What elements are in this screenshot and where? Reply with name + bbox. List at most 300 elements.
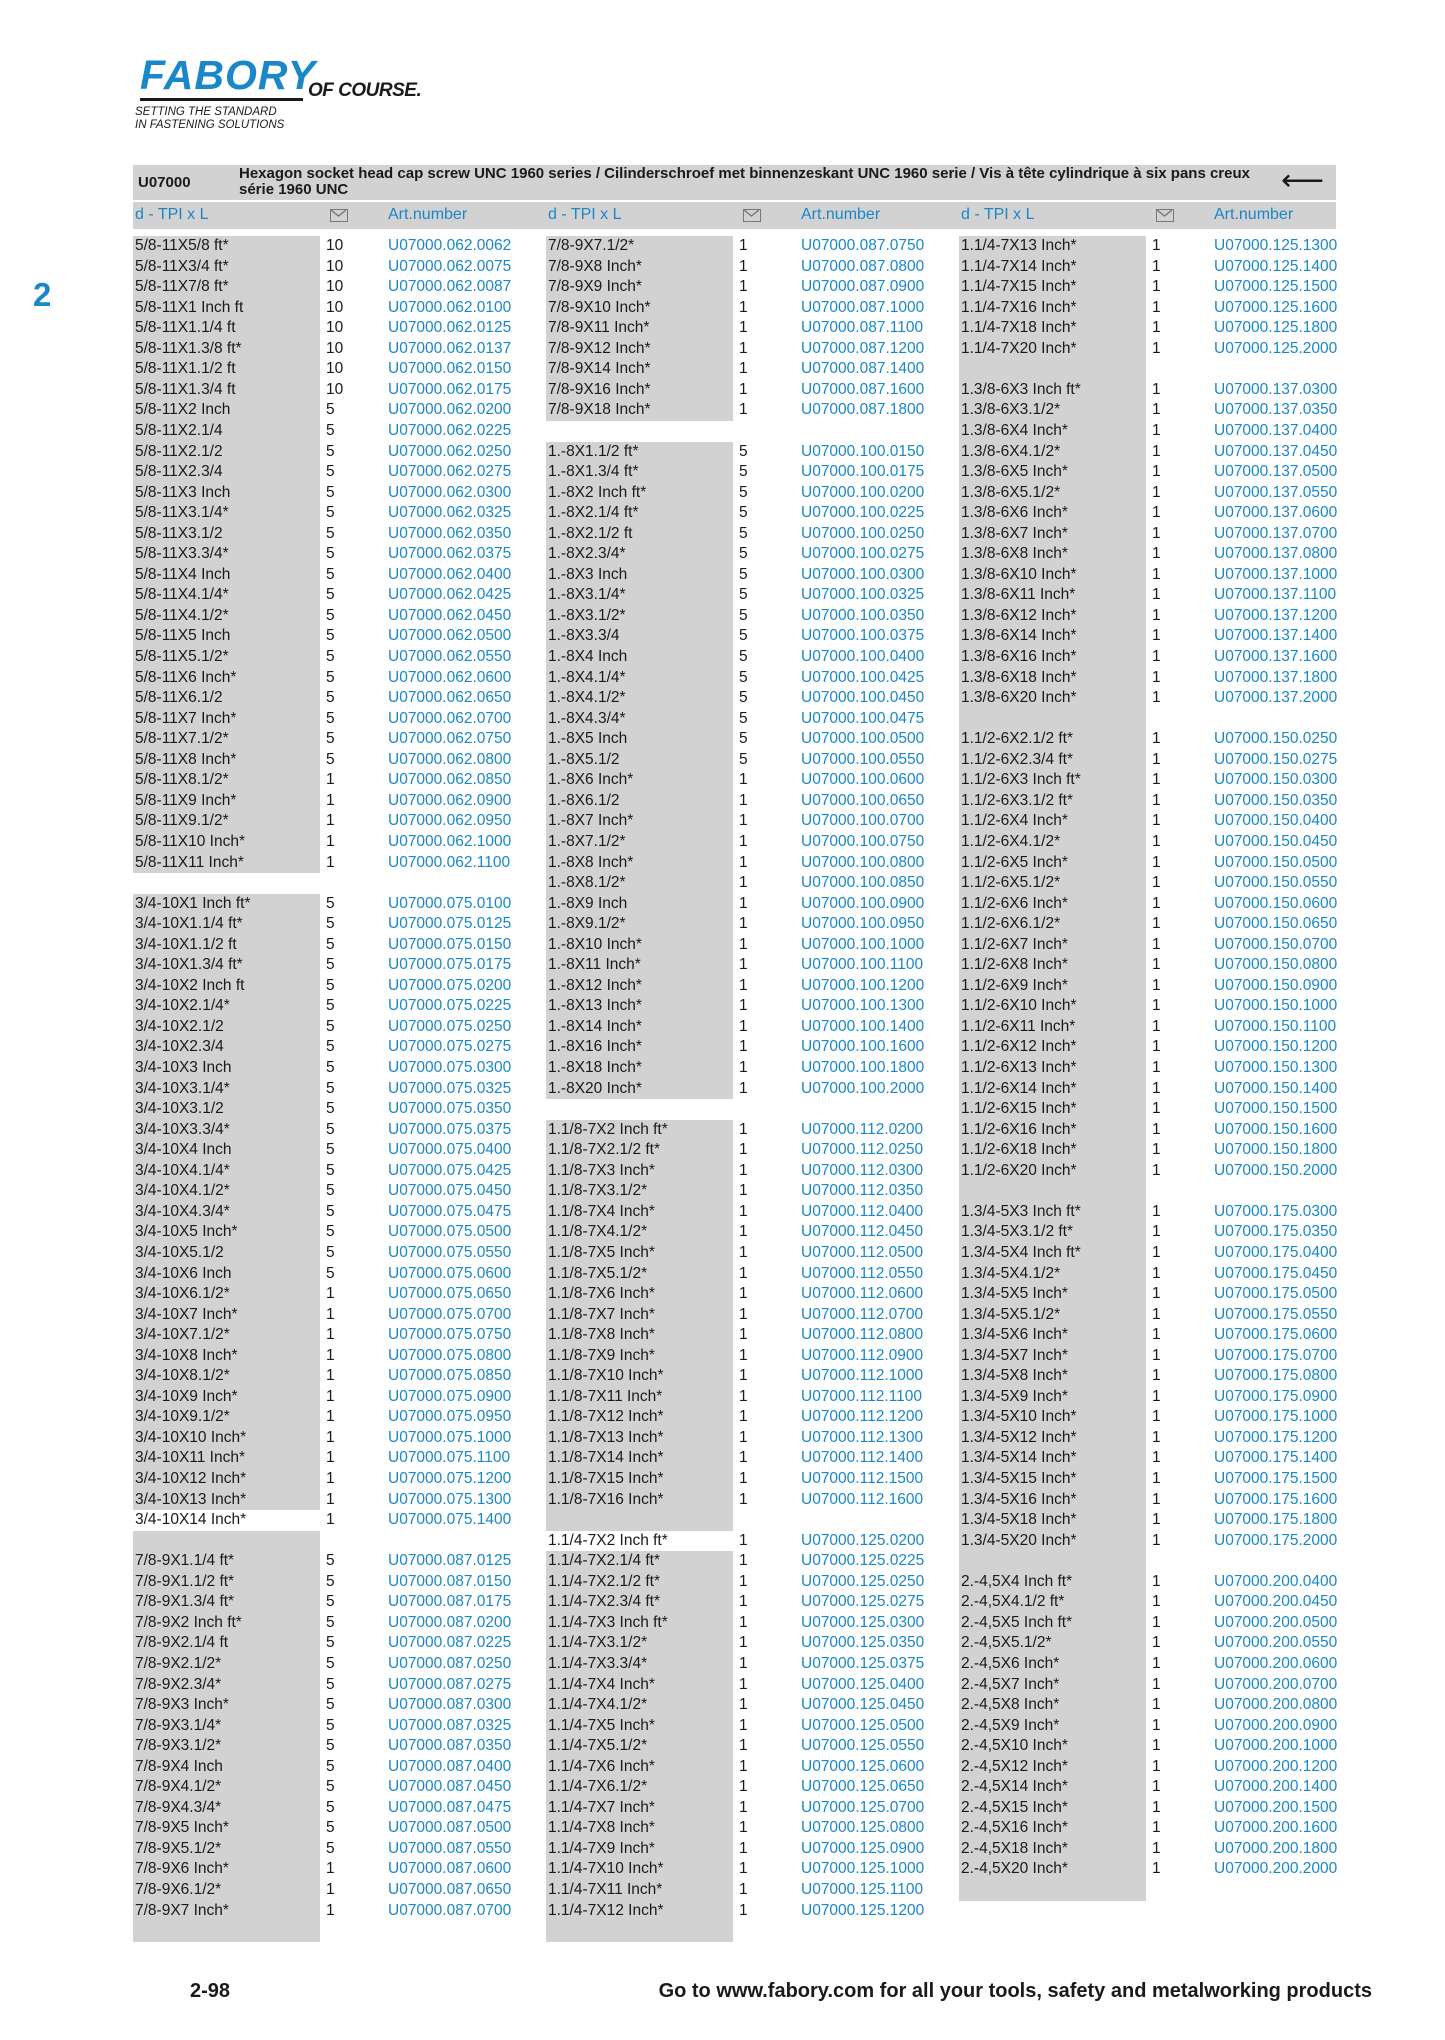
art-number-cell: U07000.137.1800 — [1214, 668, 1338, 686]
quantity-cell: 1 — [326, 1449, 335, 1467]
quantity-cell: 5 — [326, 997, 335, 1015]
table-row — [959, 1366, 1369, 1387]
size-cell: 5/8-11X6 Inch* — [135, 668, 237, 686]
size-cell: 1.3/8-6X18 Inch* — [961, 668, 1077, 686]
table-row — [959, 1037, 1369, 1058]
table-row — [546, 1058, 956, 1079]
size-cell: 1.1/4-7X20 Inch* — [961, 339, 1077, 357]
quantity-cell: 1 — [739, 832, 748, 850]
art-number-cell: U07000.100.0225 — [801, 504, 925, 522]
size-cell: 1.1/4-7X10 Inch* — [548, 1860, 664, 1878]
quantity-cell: 1 — [1152, 339, 1161, 357]
table-row — [959, 832, 1369, 853]
quantity-cell: 1 — [1152, 463, 1161, 481]
size-cell: 1.-8X2.1/4 ft* — [548, 504, 639, 522]
art-number-cell: U07000.125.0650 — [801, 1778, 925, 1796]
art-number-cell: U07000.175.1000 — [1214, 1408, 1338, 1426]
table-row — [959, 1777, 1369, 1798]
quantity-cell: 1 — [1152, 894, 1161, 912]
art-number-cell: U07000.075.0475 — [388, 1202, 512, 1220]
table-row — [959, 1675, 1369, 1696]
table-row — [959, 996, 1369, 1017]
art-number-cell: U07000.062.0400 — [388, 565, 512, 583]
size-cell: 5/8-11X1 Inch ft — [135, 298, 244, 316]
table-row — [133, 1428, 543, 1449]
art-number-cell: U07000.112.0250 — [801, 1141, 924, 1159]
table-row — [546, 1202, 956, 1223]
art-number-cell: U07000.062.1000 — [388, 832, 512, 850]
quantity-cell: 5 — [326, 1819, 335, 1837]
table-row — [546, 1448, 956, 1469]
quantity-cell: 5 — [326, 648, 335, 665]
art-number-cell: U07000.100.0700 — [801, 812, 925, 830]
size-cell: 1.1/4-7X3 Inch ft* — [548, 1613, 668, 1631]
quantity-cell: 10 — [326, 257, 344, 275]
size-cell: 1.1/4-7X2.1/2 ft* — [548, 1572, 661, 1590]
table-row — [546, 914, 956, 935]
table-row — [546, 955, 956, 976]
art-number-cell: U07000.200.1500 — [1214, 1798, 1338, 1816]
quantity-cell: 1 — [326, 1470, 335, 1487]
size-cell: 1.-8X2 Inch ft* — [548, 483, 647, 501]
quantity-cell: 1 — [326, 791, 335, 809]
quantity-cell: 1 — [739, 1285, 748, 1303]
art-number-column-header: Art.number — [801, 206, 881, 223]
logo-tagline-1: SETTING THE STANDARD — [135, 106, 277, 118]
table-row — [546, 318, 956, 339]
art-number-cell: U07000.075.0250 — [388, 1017, 512, 1035]
quantity-cell: 1 — [739, 1593, 748, 1611]
table-row — [133, 400, 543, 421]
quantity-cell: 1 — [1152, 648, 1161, 665]
size-cell: 1.1/8-7X3.1/2* — [548, 1182, 648, 1200]
size-cell: 3/4-10X13 Inch* — [135, 1490, 247, 1508]
quantity-cell: 1 — [1152, 606, 1161, 624]
table-row — [959, 1839, 1369, 1860]
table-row — [133, 709, 543, 730]
table-row — [133, 1510, 543, 1531]
size-cell: 1.1/8-7X9 Inch* — [548, 1346, 655, 1364]
art-number-cell: U07000.075.0950 — [388, 1408, 512, 1426]
table-row — [133, 1736, 543, 1757]
art-number-cell: U07000.150.0550 — [1214, 874, 1338, 892]
art-number-column-header: Art.number — [388, 206, 468, 223]
quantity-cell: 1 — [1152, 730, 1161, 748]
size-cell: 1.3/8-6X5 Inch* — [961, 463, 1068, 481]
art-number-cell: U07000.100.0950 — [801, 915, 925, 933]
quantity-cell: 5 — [326, 401, 335, 419]
table-row — [959, 1716, 1369, 1737]
quantity-cell: 5 — [739, 689, 748, 707]
art-number-cell: U07000.150.0600 — [1214, 894, 1338, 912]
size-cell: 5/8-11X2 Inch — [135, 401, 231, 419]
art-number-cell: U07000.075.0325 — [388, 1079, 512, 1097]
art-number-cell: U07000.200.0500 — [1214, 1613, 1338, 1631]
size-cell: 5/8-11X10 Inch* — [135, 832, 246, 850]
size-cell: 1.1/8-7X16 Inch* — [548, 1490, 664, 1508]
quantity-cell: 1 — [1152, 1675, 1161, 1693]
table-row — [133, 853, 543, 874]
table-row — [546, 1880, 956, 1901]
table-row — [546, 894, 956, 915]
size-cell: 1.-8X8.1/2* — [548, 874, 626, 892]
quantity-cell: 1 — [739, 1798, 748, 1816]
size-cell: 1.1/4-7X3.1/2* — [548, 1634, 648, 1652]
quantity-cell: 5 — [326, 586, 335, 604]
size-cell: 7/8-9X14 Inch* — [548, 360, 651, 378]
quantity-cell: 5 — [326, 1613, 335, 1631]
quantity-cell: 1 — [739, 298, 748, 316]
table-row — [133, 955, 543, 976]
quantity-cell: 1 — [326, 1367, 335, 1385]
quantity-cell: 1 — [739, 360, 748, 378]
quantity-cell: 5 — [739, 668, 748, 686]
table-row — [959, 853, 1369, 874]
table-row — [959, 1654, 1369, 1675]
art-number-cell: U07000.200.1000 — [1214, 1737, 1338, 1755]
quantity-cell: 5 — [739, 648, 748, 665]
table-row — [959, 421, 1369, 442]
quantity-cell: 1 — [739, 1470, 748, 1487]
size-cell: 1.-8X7 Inch* — [548, 812, 634, 830]
table-row — [133, 1284, 543, 1305]
size-cell: 1.-8X1.3/4 ft* — [548, 463, 639, 481]
quantity-cell: 1 — [1152, 1038, 1161, 1056]
art-number-cell: U07000.125.1500 — [1214, 278, 1338, 296]
size-cell: 1.3/8-6X6 Inch* — [961, 504, 1068, 522]
art-number-cell: U07000.137.0500 — [1214, 463, 1338, 481]
art-number-cell: U07000.075.0900 — [388, 1387, 512, 1405]
size-cell: 1.-8X9 Inch — [548, 894, 628, 912]
art-number-cell: U07000.062.0150 — [388, 360, 512, 378]
size-cell: 7/8-9X9 Inch* — [548, 278, 642, 296]
art-number-cell: U07000.125.0500 — [801, 1716, 925, 1734]
table-row — [546, 1264, 956, 1285]
table-row — [546, 1531, 956, 1552]
size-cell: 3/4-10X9.1/2* — [135, 1408, 230, 1426]
quantity-cell: 5 — [326, 1141, 335, 1159]
art-number-cell: U07000.125.0200 — [801, 1531, 925, 1549]
table-row — [959, 1346, 1369, 1367]
art-number-cell: U07000.137.1600 — [1214, 648, 1338, 665]
quantity-cell: 1 — [739, 935, 748, 953]
size-cell: 1.3/4-5X20 Inch* — [961, 1531, 1077, 1549]
table-row — [133, 1716, 543, 1737]
size-cell: 1.3/8-6X3.1/2* — [961, 401, 1061, 419]
size-cell: 1.1/4-7X4.1/2* — [548, 1696, 648, 1714]
art-number-cell: U07000.075.0500 — [388, 1223, 512, 1241]
quantity-cell: 1 — [326, 1511, 335, 1529]
quantity-cell: 1 — [739, 1387, 748, 1405]
table-row — [959, 503, 1369, 524]
art-number-cell: U07000.175.0300 — [1214, 1202, 1338, 1220]
table-row — [133, 318, 543, 339]
table-row — [133, 1572, 543, 1593]
table-row — [959, 1633, 1369, 1654]
product-header — [133, 165, 1336, 200]
quantity-cell: 1 — [739, 1243, 748, 1261]
art-number-cell: U07000.112.1400 — [801, 1449, 924, 1467]
size-cell: 1.1/4-7X3.3/4* — [548, 1654, 648, 1672]
art-number-cell: U07000.062.0900 — [388, 791, 512, 809]
art-number-cell: U07000.087.0800 — [801, 257, 925, 275]
size-cell: 1.3/8-6X8 Inch* — [961, 545, 1068, 563]
size-column-header: d - TPI x L — [135, 206, 209, 223]
table-row — [546, 1757, 956, 1778]
size-cell: 7/8-9X8 Inch* — [548, 257, 642, 275]
size-cell: 1.1/2-6X20 Inch* — [961, 1161, 1077, 1179]
art-number-cell: U07000.075.0750 — [388, 1326, 512, 1344]
art-number-cell: U07000.062.0800 — [388, 750, 512, 768]
size-cell: 3/4-10X5 Inch* — [135, 1223, 238, 1241]
art-number-cell: U07000.100.0550 — [801, 750, 925, 768]
size-cell: 1.1/2-6X13 Inch* — [961, 1059, 1077, 1076]
size-cell: 1.-8X4.1/4* — [548, 668, 626, 686]
size-cell: 1.1/4-7X9 Inch* — [548, 1839, 655, 1857]
quantity-cell: 10 — [326, 298, 344, 316]
table-row — [546, 1675, 956, 1696]
size-cell: 1.3/4-5X6 Inch* — [961, 1326, 1068, 1344]
table-row — [546, 1654, 956, 1675]
art-number-cell: U07000.075.0850 — [388, 1367, 512, 1385]
table-row — [133, 1633, 543, 1654]
size-cell: 7/8-9X7.1/2* — [548, 237, 635, 254]
table-row — [959, 709, 1369, 730]
quantity-cell: 1 — [1152, 1511, 1161, 1529]
art-number-cell: U07000.137.1100 — [1214, 586, 1337, 604]
table-row — [546, 750, 956, 771]
art-number-cell: U07000.125.1100 — [801, 1881, 924, 1898]
quantity-cell: 5 — [326, 935, 335, 953]
quantity-cell: 5 — [326, 1716, 335, 1734]
table-row — [133, 359, 543, 380]
quantity-cell: 1 — [739, 1367, 748, 1385]
table-row — [959, 1387, 1369, 1408]
quantity-cell: 1 — [739, 771, 748, 789]
art-number-cell: U07000.137.0600 — [1214, 504, 1338, 522]
size-cell: 1.1/2-6X2.1/2 ft* — [961, 730, 1074, 748]
size-cell: 5/8-11X7.1/2* — [135, 730, 229, 748]
size-cell: 1.-8X9.1/2* — [548, 915, 626, 933]
table-row — [546, 1572, 956, 1593]
size-cell: 1.3/8-6X16 Inch* — [961, 648, 1077, 665]
table-row — [133, 1531, 543, 1552]
table-row — [959, 1510, 1369, 1531]
art-number-cell: U07000.087.0450 — [388, 1778, 512, 1796]
table-row — [546, 935, 956, 956]
size-cell: 5/8-11X4.1/2* — [135, 606, 229, 624]
quantity-cell: 5 — [739, 565, 748, 583]
quantity-cell: 1 — [739, 319, 748, 337]
size-cell: 1.-8X3 Inch — [548, 565, 628, 583]
table-row — [959, 1613, 1369, 1634]
quantity-cell: 1 — [326, 1490, 335, 1508]
quantity-cell: 1 — [1152, 1264, 1161, 1282]
quantity-cell: 1 — [739, 339, 748, 357]
quantity-cell: 1 — [739, 1428, 748, 1446]
art-number-cell: U07000.100.0475 — [801, 709, 925, 727]
art-number-cell: U07000.100.1600 — [801, 1038, 925, 1056]
art-number-cell: U07000.200.1800 — [1214, 1839, 1338, 1857]
art-number-cell: U07000.100.0300 — [801, 565, 925, 583]
size-cell: 5/8-11X2.3/4 — [135, 463, 223, 481]
art-number-cell: U07000.087.1400 — [801, 360, 925, 378]
art-number-cell: U07000.087.0500 — [388, 1819, 512, 1837]
quantity-cell: 1 — [1152, 421, 1161, 439]
size-cell: 5/8-11X2.1/4 — [135, 421, 223, 439]
quantity-cell: 5 — [326, 1634, 335, 1652]
table-row — [133, 647, 543, 668]
quantity-cell: 1 — [739, 1161, 748, 1179]
logo-slogan: OF COURSE. — [308, 80, 422, 101]
art-number-cell: U07000.200.0450 — [1214, 1593, 1338, 1611]
table-row — [133, 894, 543, 915]
table-row — [959, 236, 1369, 257]
table-row — [546, 688, 956, 709]
size-cell: 1.3/4-5X7 Inch* — [961, 1346, 1068, 1364]
quantity-cell: 1 — [739, 1737, 748, 1755]
quantity-cell: 1 — [1152, 1613, 1161, 1631]
quantity-cell: 1 — [1152, 1285, 1161, 1303]
table-row — [133, 1490, 543, 1511]
art-number-cell: U07000.075.0375 — [388, 1120, 512, 1138]
quantity-cell: 1 — [1152, 1716, 1161, 1734]
quantity-cell: 1 — [326, 1408, 335, 1426]
art-number-cell: U07000.075.1000 — [388, 1428, 512, 1446]
art-number-cell: U07000.200.0550 — [1214, 1634, 1338, 1652]
art-number-cell: U07000.137.1000 — [1214, 565, 1338, 583]
table-row — [546, 1592, 956, 1613]
art-number-cell: U07000.100.0425 — [801, 668, 925, 686]
table-row — [133, 1120, 543, 1141]
table-row — [959, 1120, 1369, 1141]
quantity-cell: 1 — [1152, 997, 1161, 1015]
size-cell: 2.-4,5X7 Inch* — [961, 1675, 1060, 1693]
size-cell: 1.-8X10 Inch* — [548, 935, 642, 953]
art-number-cell: U07000.112.0400 — [801, 1202, 924, 1220]
size-cell: 5/8-11X5/8 ft* — [135, 237, 229, 254]
size-cell: 1.1/8-7X6 Inch* — [548, 1285, 655, 1303]
art-number-cell: U07000.125.1400 — [1214, 257, 1338, 275]
art-number-cell: U07000.125.2000 — [1214, 339, 1338, 357]
art-number-cell: U07000.125.0225 — [801, 1552, 925, 1570]
size-cell: 2.-4,5X16 Inch* — [961, 1819, 1068, 1837]
art-number-cell: U07000.100.1300 — [801, 997, 925, 1015]
quantity-cell: 1 — [1152, 750, 1161, 768]
quantity-cell: 5 — [326, 1161, 335, 1179]
table-row — [133, 1243, 543, 1264]
size-cell: 1.-8X1.1/2 ft* — [548, 442, 639, 460]
size-cell: 1.-8X3.3/4 — [548, 627, 620, 645]
art-number-cell: U07000.137.0350 — [1214, 401, 1338, 419]
size-cell: 1.3/8-6X20 Inch* — [961, 689, 1077, 707]
size-cell: 1.-8X5.1/2 — [548, 750, 620, 768]
art-number-cell: U07000.125.1000 — [801, 1860, 925, 1878]
table-row — [133, 626, 543, 647]
table-row — [133, 1798, 543, 1819]
size-cell: 1.1/8-7X2 Inch ft* — [548, 1120, 668, 1138]
table-row — [959, 750, 1369, 771]
table-row — [133, 1325, 543, 1346]
art-number-cell: U07000.200.0900 — [1214, 1716, 1338, 1734]
art-number-cell: U07000.075.0400 — [388, 1141, 512, 1159]
art-number-cell: U07000.087.1000 — [801, 298, 925, 316]
quantity-cell: 1 — [1152, 1059, 1161, 1076]
quantity-cell: 1 — [739, 874, 748, 892]
table-row — [959, 1531, 1369, 1552]
art-number-cell: U07000.087.0275 — [388, 1675, 512, 1693]
table-row — [546, 1777, 956, 1798]
table-row — [133, 606, 543, 627]
table-row — [959, 524, 1369, 545]
quantity-cell: 1 — [739, 1531, 748, 1549]
table-row — [546, 832, 956, 853]
size-cell: 7/8-9X4.1/2* — [135, 1778, 222, 1796]
art-number-cell: U07000.200.0700 — [1214, 1675, 1338, 1693]
quantity-cell: 1 — [1152, 832, 1161, 850]
quantity-cell: 1 — [739, 1839, 748, 1857]
quantity-cell: 5 — [326, 1696, 335, 1714]
art-number-cell: U07000.100.0325 — [801, 586, 925, 604]
art-number-cell: U07000.062.0650 — [388, 689, 512, 707]
size-cell: 3/4-10X7 Inch* — [135, 1305, 238, 1323]
size-cell: 1.1/8-7X11 Inch* — [548, 1387, 663, 1405]
size-cell: 1.1/4-7X14 Inch* — [961, 257, 1077, 275]
quantity-cell: 1 — [739, 1654, 748, 1672]
size-cell: 1.3/8-6X12 Inch* — [961, 606, 1077, 624]
size-cell: 1.3/4-5X12 Inch* — [961, 1428, 1077, 1446]
size-cell: 1.1/4-7X15 Inch* — [961, 278, 1077, 296]
quantity-cell: 1 — [739, 1716, 748, 1734]
table-row — [133, 832, 543, 853]
table-row — [959, 277, 1369, 298]
art-number-cell: U07000.087.1600 — [801, 380, 925, 398]
quantity-cell: 1 — [1152, 257, 1161, 275]
quantity-cell: 1 — [1152, 1223, 1161, 1241]
size-cell: 1.1/8-7X8 Inch* — [548, 1326, 655, 1344]
art-number-cell: U07000.087.0600 — [388, 1860, 512, 1878]
table-row — [959, 1284, 1369, 1305]
art-number-cell: U07000.100.0275 — [801, 545, 925, 563]
table-row — [546, 791, 956, 812]
size-cell: 1.-8X12 Inch* — [548, 976, 642, 994]
art-number-cell: U07000.175.0800 — [1214, 1367, 1338, 1385]
size-cell: 2.-4,5X8 Inch* — [961, 1696, 1060, 1714]
size-cell: 1.3/8-6X11 Inch* — [961, 586, 1076, 604]
quantity-cell: 1 — [1152, 319, 1161, 337]
quantity-cell: 1 — [739, 1634, 748, 1652]
quantity-cell: 5 — [326, 1675, 335, 1693]
table-row — [546, 1284, 956, 1305]
art-number-cell: U07000.125.1300 — [1214, 237, 1338, 254]
quantity-cell: 5 — [326, 1017, 335, 1035]
table-row — [546, 1490, 956, 1511]
table-row — [546, 483, 956, 504]
table-row — [133, 1880, 543, 1901]
art-number-cell: U07000.137.0400 — [1214, 421, 1338, 439]
size-cell: 1.1/2-6X6 Inch* — [961, 894, 1068, 912]
size-cell: 2.-4,5X5 Inch ft* — [961, 1613, 1073, 1631]
size-cell: 5/8-11X3/4 ft* — [135, 257, 229, 275]
art-number-cell: U07000.150.0650 — [1214, 915, 1338, 933]
quantity-cell: 1 — [1152, 1387, 1161, 1405]
art-number-cell: U07000.112.1600 — [801, 1490, 924, 1508]
table-row — [959, 565, 1369, 586]
table-row — [546, 873, 956, 894]
table-row — [546, 626, 956, 647]
size-cell: 3/4-10X2.3/4 — [135, 1038, 224, 1056]
table-row — [959, 1058, 1369, 1079]
